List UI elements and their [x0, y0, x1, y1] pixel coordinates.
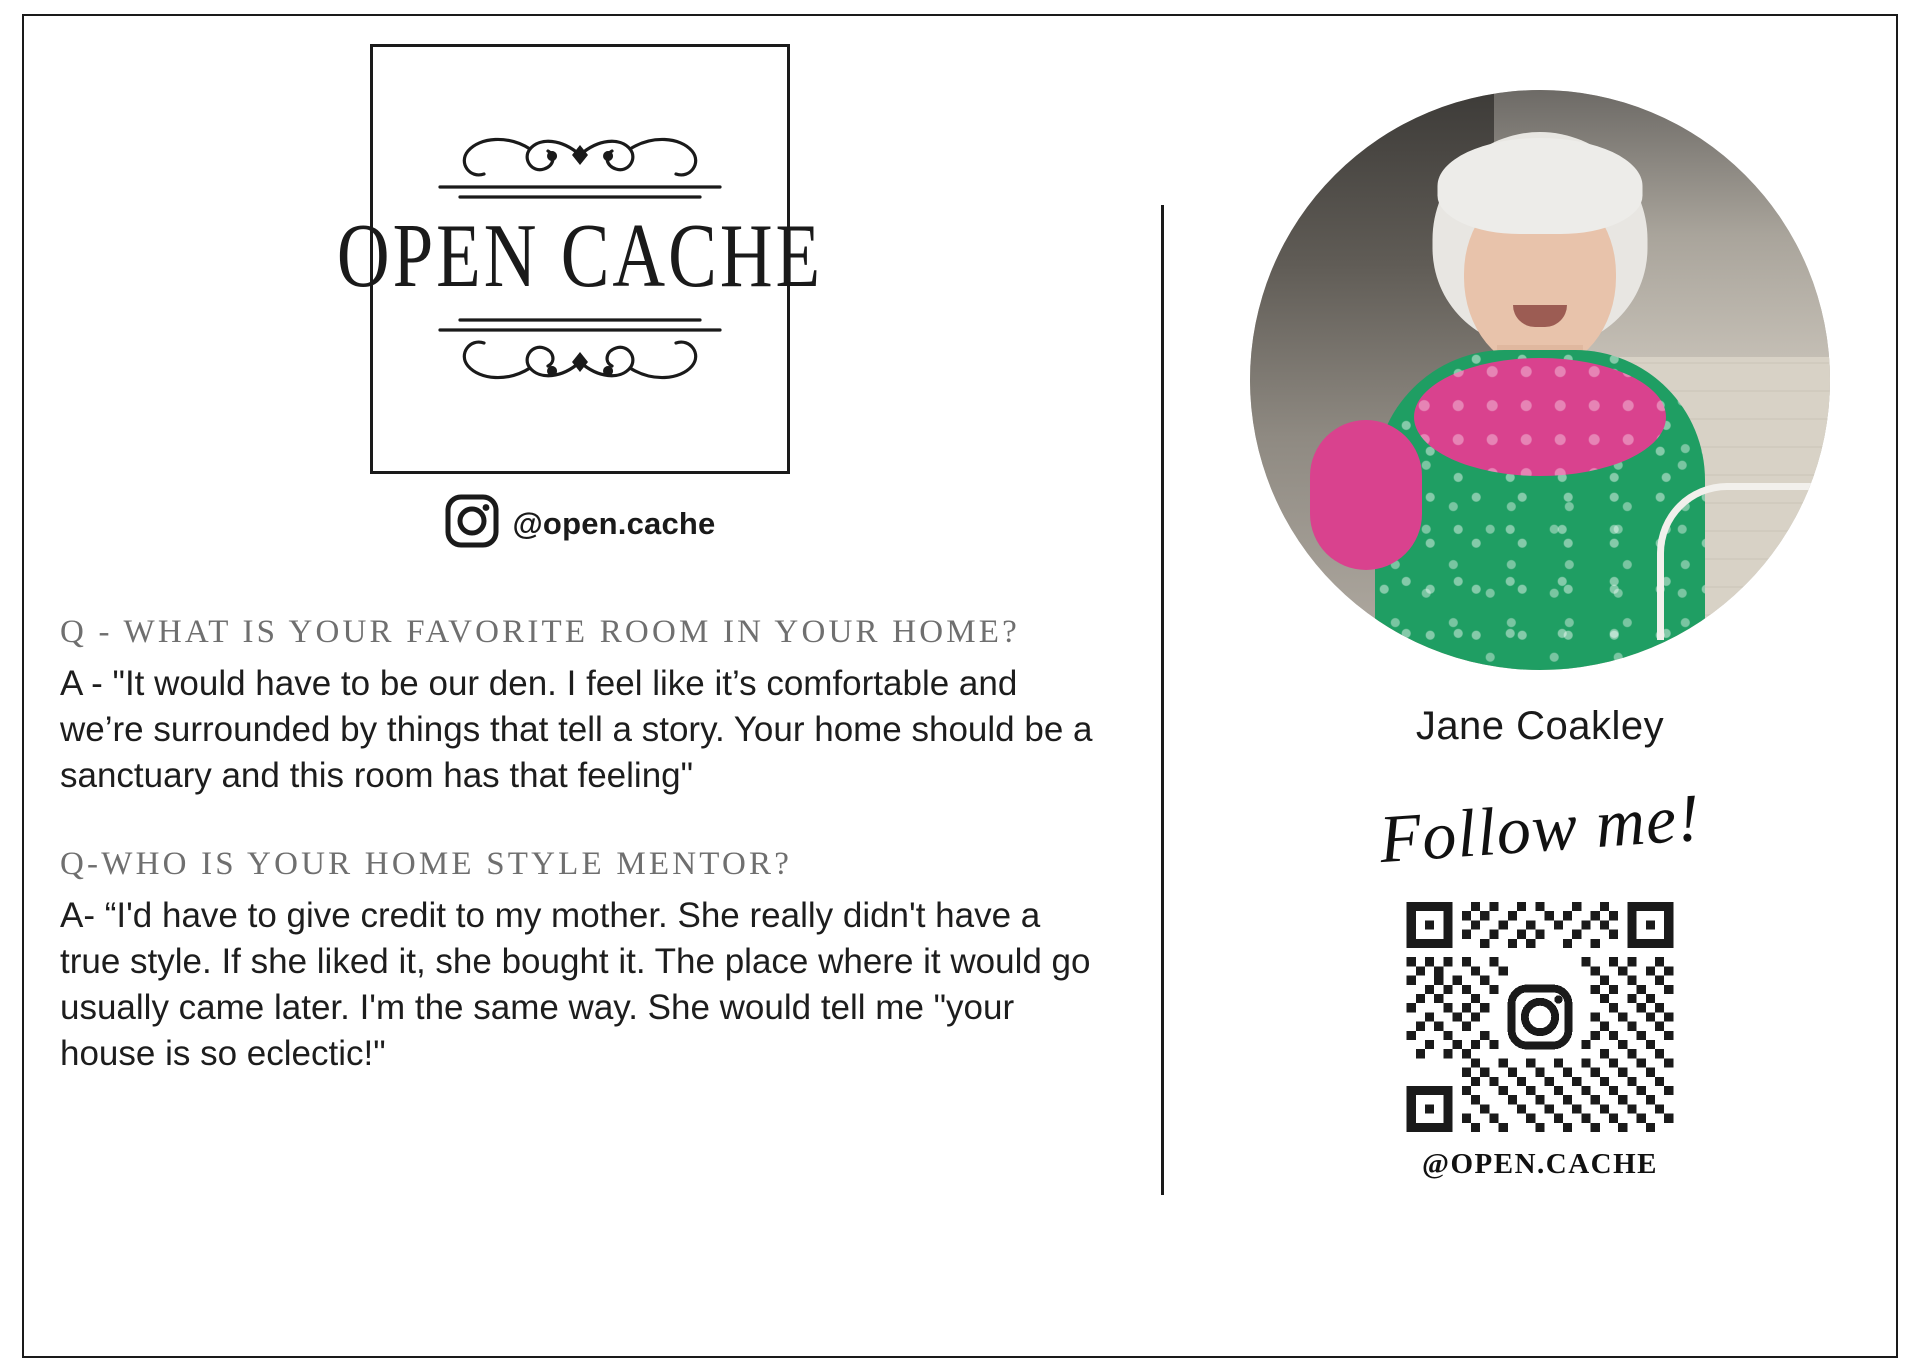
logo-wordmark: OPEN CACHE: [336, 204, 824, 306]
qa-answer: A- “I'd have to give credit to my mother. She really didn't have a true style. If she liked it, she bought it. The place where it would go usually came later. I'm the same way. She would tell me "your house is so eclectic!": [60, 895, 1091, 1074]
flourish-top-icon: [380, 129, 780, 213]
qr-code[interactable]: [1406, 902, 1674, 1132]
follow-me-text: Follow me!: [1376, 778, 1704, 878]
avatar: [1250, 90, 1830, 670]
qr-handle-label: @OPEN.CACHE: [1421, 1148, 1658, 1180]
qa-item: [60, 614, 1150, 800]
instagram-handle-text: @open.cache: [512, 505, 716, 541]
qa-answer: A - "It would have to be our den. I feel like it’s comfortable and we’re surrounded by things that tell a story. Your home should be a sanctuary and this room has that feeling": [60, 664, 1093, 796]
logo-frame: [336, 44, 824, 474]
flourish-bottom-icon: [380, 306, 780, 390]
qa-question: Q - WHAT IS YOUR FAVORITE ROOM IN YOUR HOME?: [60, 614, 1020, 650]
person-name: Jane Coakley: [1415, 704, 1665, 748]
instagram-handle-row[interactable]: [370, 494, 790, 553]
brand-logo-block: [336, 44, 824, 553]
right-column: [1230, 90, 1850, 1181]
qa-question: Q-WHO IS YOUR HOME STYLE MENTOR?: [60, 845, 793, 882]
instagram-icon: [445, 494, 499, 553]
qa-section: [60, 614, 1150, 1077]
left-column: [55, 34, 1155, 1324]
qa-item: [60, 846, 1150, 1078]
vertical-divider: [1161, 205, 1164, 1195]
